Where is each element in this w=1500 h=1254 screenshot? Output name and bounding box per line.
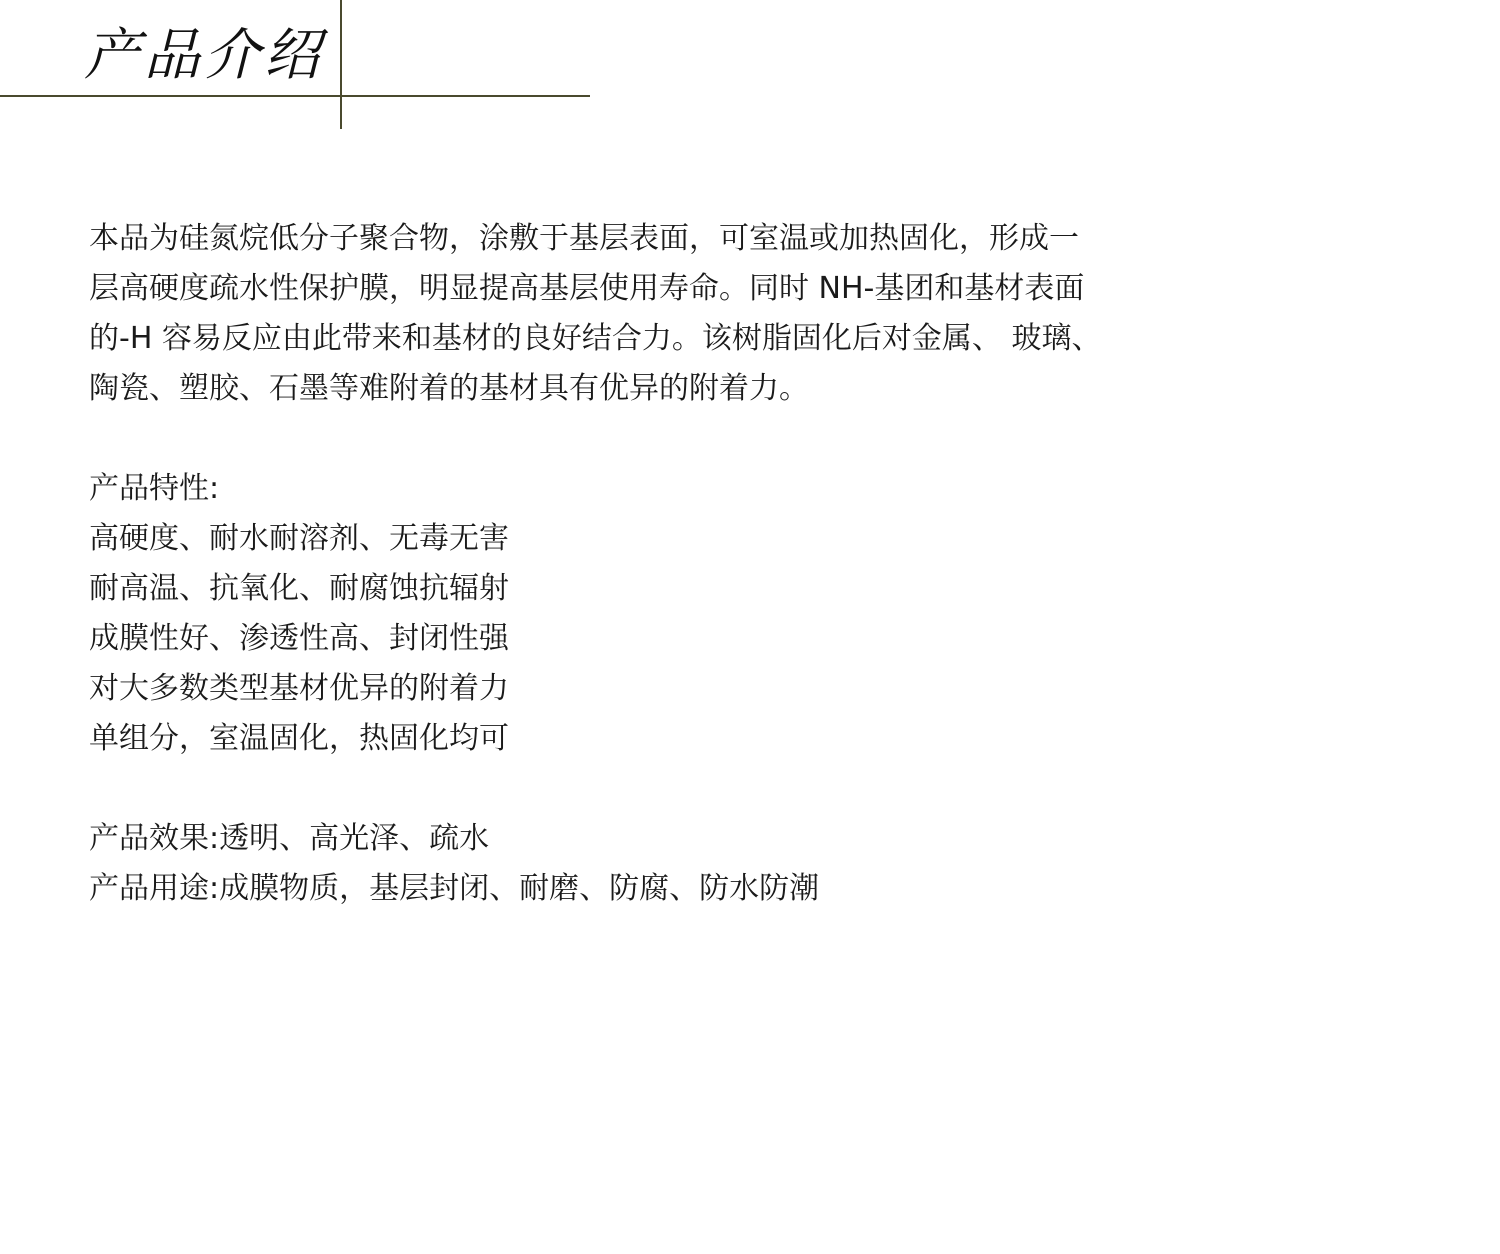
effect-usage-section bbox=[89, 814, 1269, 914]
intro-line: 本品为硅氮烷低分子聚合物，涂敷于基层表面，可室温或加热固化，形成一 bbox=[89, 221, 1079, 256]
header-divider-horizontal bbox=[0, 95, 590, 97]
spacer bbox=[89, 414, 1269, 464]
feature-item: 高硬度、耐水耐溶剂、无毒无害 bbox=[89, 521, 509, 556]
features-heading: 产品特性: bbox=[89, 471, 220, 506]
product-effect: 产品效果:透明、高光泽、疏水 bbox=[89, 821, 490, 856]
intro-paragraph bbox=[89, 214, 1269, 414]
product-usage: 产品用途:成膜物质，基层封闭、耐磨、防腐、防水防潮 bbox=[89, 871, 820, 906]
feature-item: 成膜性好、渗透性高、封闭性强 bbox=[89, 621, 509, 656]
intro-line: 的-H 容易反应由此带来和基材的良好结合力。该树脂固化后对金属、 玻璃、 bbox=[89, 321, 1102, 356]
intro-line: 陶瓷、塑胶、石墨等难附着的基材具有优异的附着力。 bbox=[89, 371, 809, 406]
product-description bbox=[89, 214, 1269, 914]
feature-item: 对大多数类型基材优异的附着力 bbox=[89, 671, 509, 706]
intro-line: 层高硬度疏水性保护膜，明显提高基层使用寿命。同时 NH-基团和基材表面 bbox=[89, 271, 1085, 306]
features-section bbox=[89, 464, 1269, 764]
feature-item: 单组分，室温固化，热固化均可 bbox=[89, 721, 509, 756]
feature-item: 耐高温、抗氧化、耐腐蚀抗辐射 bbox=[89, 571, 509, 606]
page-title: 产品介绍 bbox=[84, 23, 324, 88]
spacer bbox=[89, 764, 1269, 814]
header-divider-vertical bbox=[340, 0, 342, 129]
